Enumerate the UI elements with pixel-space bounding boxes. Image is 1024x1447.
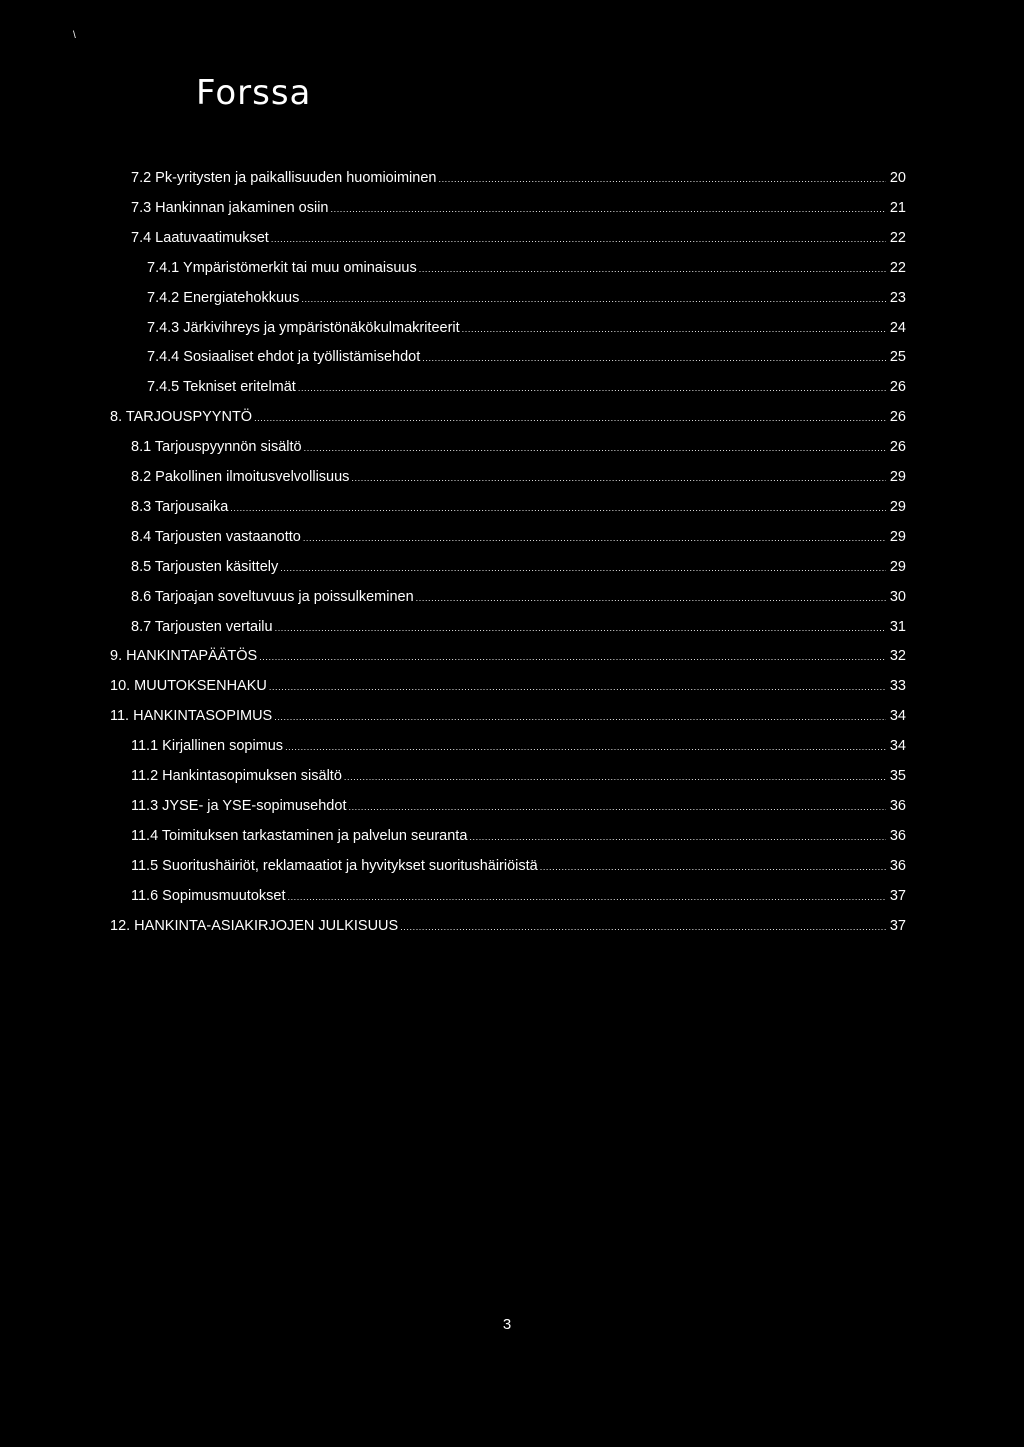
- toc-entry-page: 29: [889, 529, 906, 545]
- toc-entry[interactable]: [131, 734, 906, 758]
- toc-entry-page: 29: [889, 469, 906, 485]
- toc-entry[interactable]: [131, 525, 906, 549]
- toc-entry-page: 29: [889, 499, 906, 515]
- toc-entry-title: 11.5 Suoritushäiriöt, reklamaatiot ja hyvitykset suoritushäiriöistä: [131, 858, 538, 874]
- toc-entry[interactable]: [131, 465, 906, 489]
- toc-entry-title: 9. HANKINTAPÄÄTÖS: [110, 648, 258, 664]
- toc-dot-leader: [469, 825, 886, 849]
- toc-entry-title: 7.4.1 Ympäristömerkit tai muu ominaisuus: [147, 260, 417, 276]
- toc-entry-page: 32: [889, 648, 906, 664]
- toc-dot-leader: [298, 376, 886, 400]
- toc-dot-leader: [287, 885, 886, 909]
- toc-dot-leader: [271, 227, 886, 251]
- toc-entry[interactable]: [147, 256, 906, 280]
- toc-entry[interactable]: [131, 495, 906, 519]
- toc-dot-leader: [351, 466, 886, 490]
- toc-entry-title: 7.2 Pk-yritysten ja paikallisuuden huomioiminen: [131, 170, 437, 186]
- toc-entry[interactable]: [131, 226, 906, 250]
- toc-entry-page: 33: [889, 678, 906, 694]
- toc-entry-title: 11.6 Sopimusmuutokset: [131, 888, 286, 904]
- toc-entry-title: 7.3 Hankinnan jakaminen osiin: [131, 200, 329, 216]
- toc-entry-title: 8.3 Tarjousaika: [131, 499, 229, 515]
- toc-entry-page: 36: [889, 858, 906, 874]
- toc-dot-leader: [303, 526, 886, 550]
- corner-mark: \: [73, 30, 76, 41]
- toc-entry[interactable]: [131, 884, 906, 908]
- toc-entry-title: 7.4.4 Sosiaaliset ehdot ja työllistämisehdot: [147, 349, 421, 365]
- toc-dot-leader: [331, 197, 887, 221]
- forssa-logo: Forssa: [196, 73, 312, 113]
- toc-dot-leader: [348, 795, 886, 819]
- toc-entry-title: 10. MUUTOKSENHAKU: [110, 678, 267, 694]
- toc-entry-title: 11. HANKINTASOPIMUS: [110, 708, 273, 724]
- toc-entry-page: 22: [889, 230, 906, 246]
- toc-entry-title: 11.4 Toimituksen tarkastaminen ja palvelun seuranta: [131, 828, 468, 844]
- toc-entry-title: 8.5 Tarjousten käsittely: [131, 559, 279, 575]
- toc-entry-title: 11.3 JYSE- ja YSE-sopimusehdot: [131, 798, 347, 814]
- toc-entry-page: 34: [889, 708, 906, 724]
- toc-entry-title: 8. TARJOUSPYYNTÖ: [110, 409, 253, 425]
- toc-entry[interactable]: [110, 644, 906, 668]
- toc-entry-title: 11.2 Hankintasopimuksen sisältö: [131, 768, 342, 784]
- toc-entry-page: 25: [889, 349, 906, 365]
- toc-entry[interactable]: [131, 854, 906, 878]
- toc-dot-leader: [419, 257, 886, 281]
- toc-entry[interactable]: [131, 196, 906, 220]
- toc-entry-title: 12. HANKINTA-ASIAKIRJOJEN JULKISUUS: [110, 918, 399, 934]
- toc-entry-title: 8.2 Pakollinen ilmoitusvelvollisuus: [131, 469, 350, 485]
- toc-entry[interactable]: [147, 286, 906, 310]
- toc-entry[interactable]: [110, 914, 906, 938]
- toc-entry[interactable]: [147, 316, 906, 340]
- toc-entry-page: 37: [889, 888, 906, 904]
- toc-dot-leader: [259, 645, 886, 669]
- toc-entry-title: 7.4 Laatuvaatimukset: [131, 230, 269, 246]
- toc-entry-page: 26: [889, 409, 906, 425]
- toc-dot-leader: [280, 556, 886, 580]
- toc-dot-leader: [275, 616, 886, 640]
- toc-entry-page: 23: [889, 290, 906, 306]
- toc-entry[interactable]: [131, 615, 906, 639]
- toc-dot-leader: [254, 406, 886, 430]
- toc-entry-page: 31: [889, 619, 906, 635]
- toc-entry-page: 35: [889, 768, 906, 784]
- toc-entry-page: 21: [889, 200, 906, 216]
- toc-entry[interactable]: [131, 435, 906, 459]
- toc-entry-title: 7.4.3 Järkivihreys ja ympäristönäkökulmakriteerit: [147, 320, 460, 336]
- toc-entry[interactable]: [147, 375, 906, 399]
- toc-entry[interactable]: [131, 824, 906, 848]
- toc-entry-page: 36: [889, 798, 906, 814]
- toc-entry-title: 7.4.2 Energiatehokkuus: [147, 290, 300, 306]
- toc-entry[interactable]: [131, 764, 906, 788]
- toc-dot-leader: [230, 496, 886, 520]
- toc-entry[interactable]: [110, 674, 906, 698]
- toc-entry-title: 8.6 Tarjoajan soveltuvuus ja poissulkeminen: [131, 589, 414, 605]
- toc-entry-page: 36: [889, 828, 906, 844]
- toc-entry[interactable]: [110, 704, 906, 728]
- toc-dot-leader: [540, 855, 886, 879]
- toc-entry-page: 30: [889, 589, 906, 605]
- toc-dot-leader: [269, 675, 886, 699]
- toc-entry-page: 26: [889, 439, 906, 455]
- toc-entry[interactable]: [147, 345, 906, 369]
- toc-entry-title: 8.7 Tarjousten vertailu: [131, 619, 273, 635]
- toc-dot-leader: [438, 167, 886, 191]
- toc-entry[interactable]: [131, 555, 906, 579]
- toc-entry[interactable]: [131, 166, 906, 190]
- toc-entry-page: 26: [889, 379, 906, 395]
- page-number: 3: [502, 1316, 512, 1333]
- toc-dot-leader: [304, 436, 886, 460]
- toc-entry-title: 8.1 Tarjouspyynnön sisältö: [131, 439, 302, 455]
- toc-entry-title: 7.4.5 Tekniset eritelmät: [147, 379, 296, 395]
- toc-entry[interactable]: [131, 794, 906, 818]
- toc-dot-leader: [462, 317, 886, 341]
- toc-entry-title: 11.1 Kirjallinen sopimus: [131, 738, 284, 754]
- toc-entry-page: 20: [889, 170, 906, 186]
- toc-entry-page: 37: [889, 918, 906, 934]
- toc-dot-leader: [400, 915, 886, 939]
- toc-entry[interactable]: [110, 405, 906, 429]
- toc-dot-leader: [285, 735, 886, 759]
- toc-dot-leader: [422, 346, 886, 370]
- toc-entry-page: 34: [889, 738, 906, 754]
- toc-entry-title: 8.4 Tarjousten vastaanotto: [131, 529, 301, 545]
- toc-dot-leader: [301, 287, 886, 311]
- toc-entry[interactable]: [131, 585, 906, 609]
- toc-entry-page: 29: [889, 559, 906, 575]
- toc-dot-leader: [344, 765, 886, 789]
- toc-dot-leader: [274, 705, 886, 729]
- toc-entry-page: 22: [889, 260, 906, 276]
- toc-dot-leader: [416, 586, 886, 610]
- toc-entry-page: 24: [889, 320, 906, 336]
